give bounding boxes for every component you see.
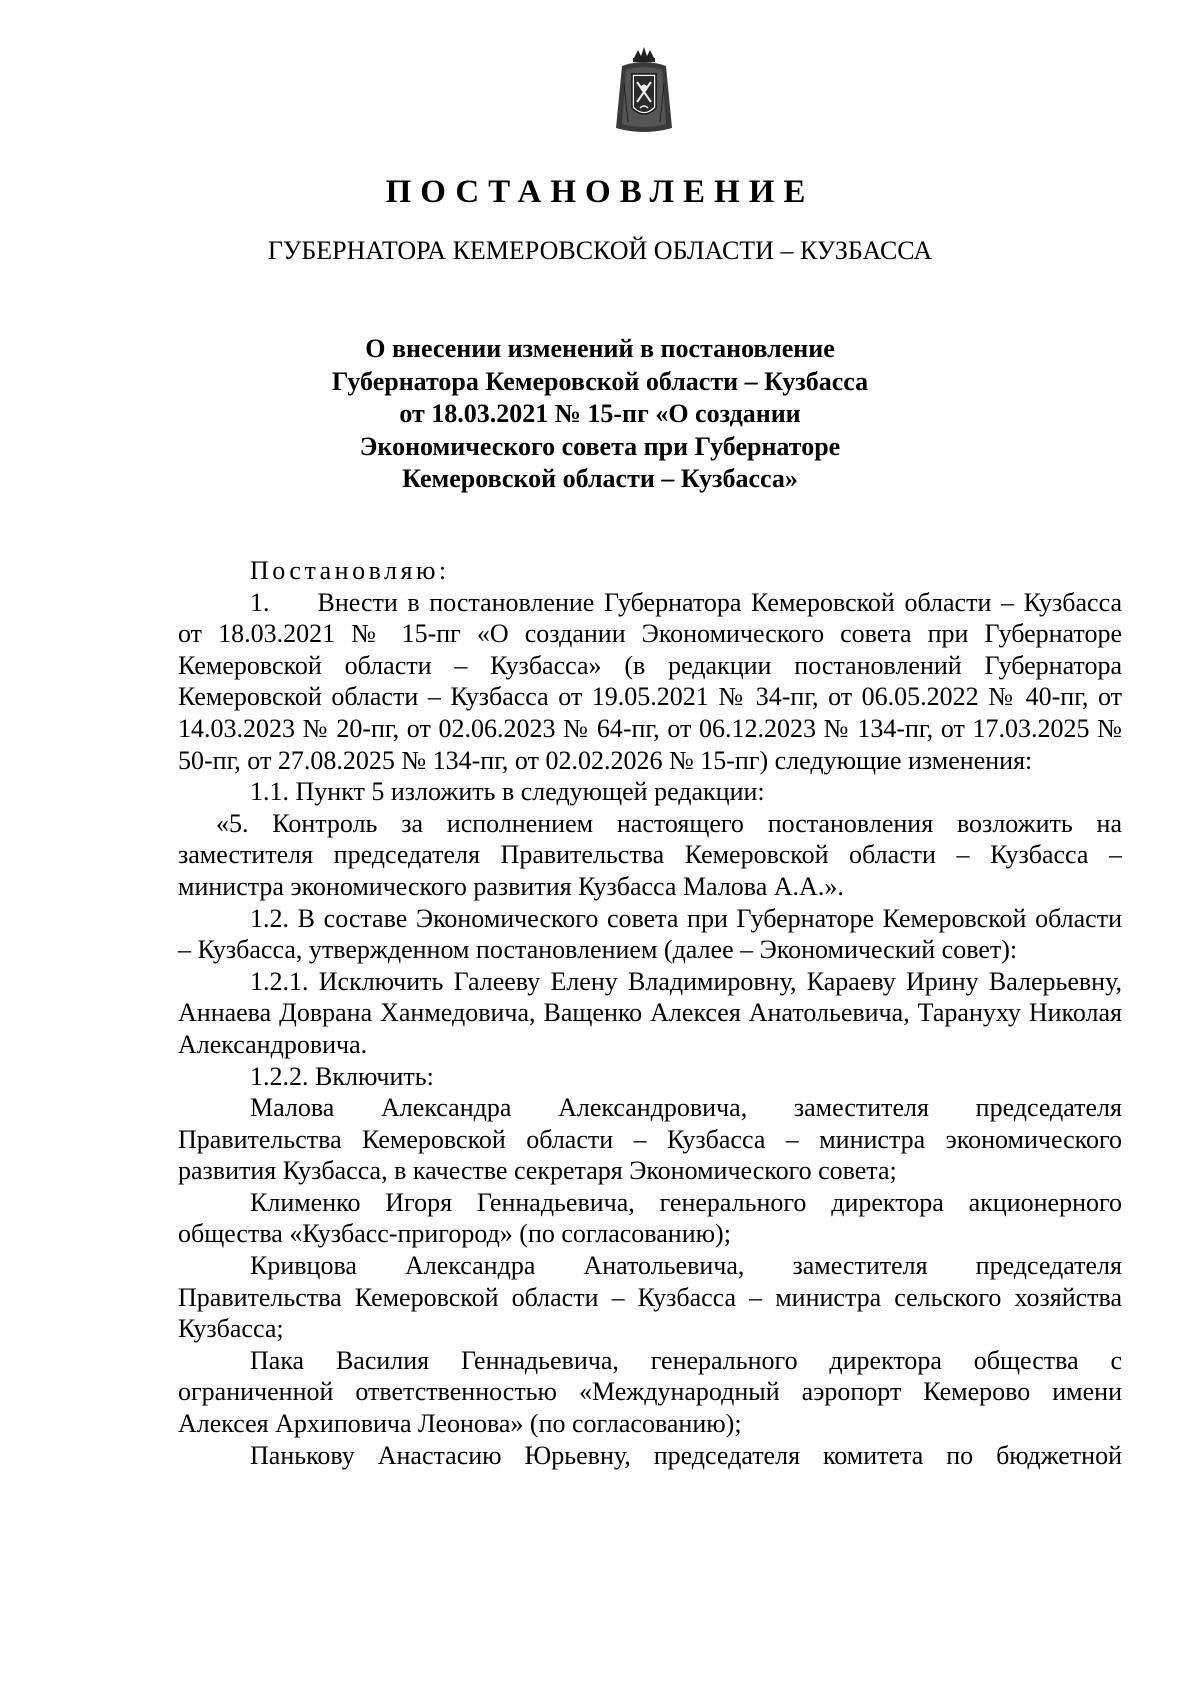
paragraph-item-1-2-1: 1.2.1. Исключить Галееву Елену Владимировну, Караеву Ирину Валерьевну, Аннаева Доврана Ханмедовича, Ващенко Алексея Анатольевича, Тарануху Николая Александровича.: [178, 966, 1122, 1059]
subject-line: от 18.03.2021 № 15-пг «О создании: [399, 399, 801, 428]
decree-word: Постановляю:: [250, 556, 450, 585]
subject-line: Экономического совета при Губернаторе: [359, 431, 841, 461]
paragraph-item-1-1-text: «5. Контроль за исполнением настоящего постановления возложить на заместителя председателя Правительства Кемеровской области – Кузбасса – министра экономического развития Кузбасса Малова А.А.».: [178, 808, 1122, 901]
document-body: [178, 555, 1122, 1471]
item-number: 1.: [250, 587, 270, 617]
document-subject: [300, 333, 900, 496]
member-entry: Панькову Анастасию Юрьевну, председателя комитета по бюджетной: [250, 1440, 1122, 1470]
document-title: ПОСТАНОВЛЕНИЕ: [385, 174, 815, 210]
document-issuer: ГУБЕРНАТОРА КЕМЕРОВСКОЙ ОБЛАСТИ – КУЗБАССА: [267, 236, 933, 265]
member-entry: Малова Александра Александровича, заместителя председателя Правительства Кемеровской области – Кузбасса – министра экономического развития Кузбасса, в качестве секретаря Экономического совета;: [178, 1093, 1122, 1186]
paragraph-item-1-1: 1.1. Пункт 5 изложить в следующей редакции:: [250, 777, 765, 807]
member-entry: Пака Василия Геннадьевича, генерального директора общества с ограниченной ответственностью «Международный аэропорт Кемерово имени Алексея Архиповича Леонова» (по согласованию);: [178, 1345, 1122, 1439]
subject-line: Губернатора Кемеровской области – Кузбасса: [331, 366, 869, 396]
item-text: Внести в постановление Губернатора Кемеровской области – Кузбасса от 18.03.2021 № 15-пг «О создании Экономического совета при Губернаторе Кемеровской области – Кузбасса» (в редакции постановлений Губернатора Кемеровской области – Кузбасса от 19.05.2021 № 34-пг, от 06.05.2022 № 40-пг, от 14.03.2023 № 20-пг, от 02.06.2023 № 64-пг, от 06.12.2023 № 134-пг, от 17.03.2025 № 50-пг, от 27.08.2025 № 134-пг, от 02.02.2026 № 15-пг) следующие изменения:: [178, 587, 1122, 775]
coat-of-arms-emblem: [608, 44, 680, 138]
member-entry: Клименко Игоря Геннадьевича, генерального директора акционерного общества «Кузбасс-пригород» (по согласованию);: [178, 1187, 1122, 1249]
member-entry: Кривцова Александра Анатольевича, заместителя председателя Правительства Кемеровской области – Кузбасса – министра сельского хозяйства Кузбасса;: [178, 1251, 1122, 1344]
paragraph-item-1-2-2: 1.2.2. Включить:: [250, 1061, 434, 1091]
subject-line: Кемеровской области – Кузбасса»: [402, 464, 798, 493]
paragraph-item-1-2: 1.2. В составе Экономического совета при Губернаторе Кемеровской области – Кузбасса, утвержденном постановлением (далее – Экономический совет):: [178, 903, 1122, 965]
subject-line: О внесении изменений в постановление: [365, 334, 835, 363]
paragraph-item-1: [178, 587, 1122, 777]
coat-of-arms-icon: [608, 44, 680, 138]
